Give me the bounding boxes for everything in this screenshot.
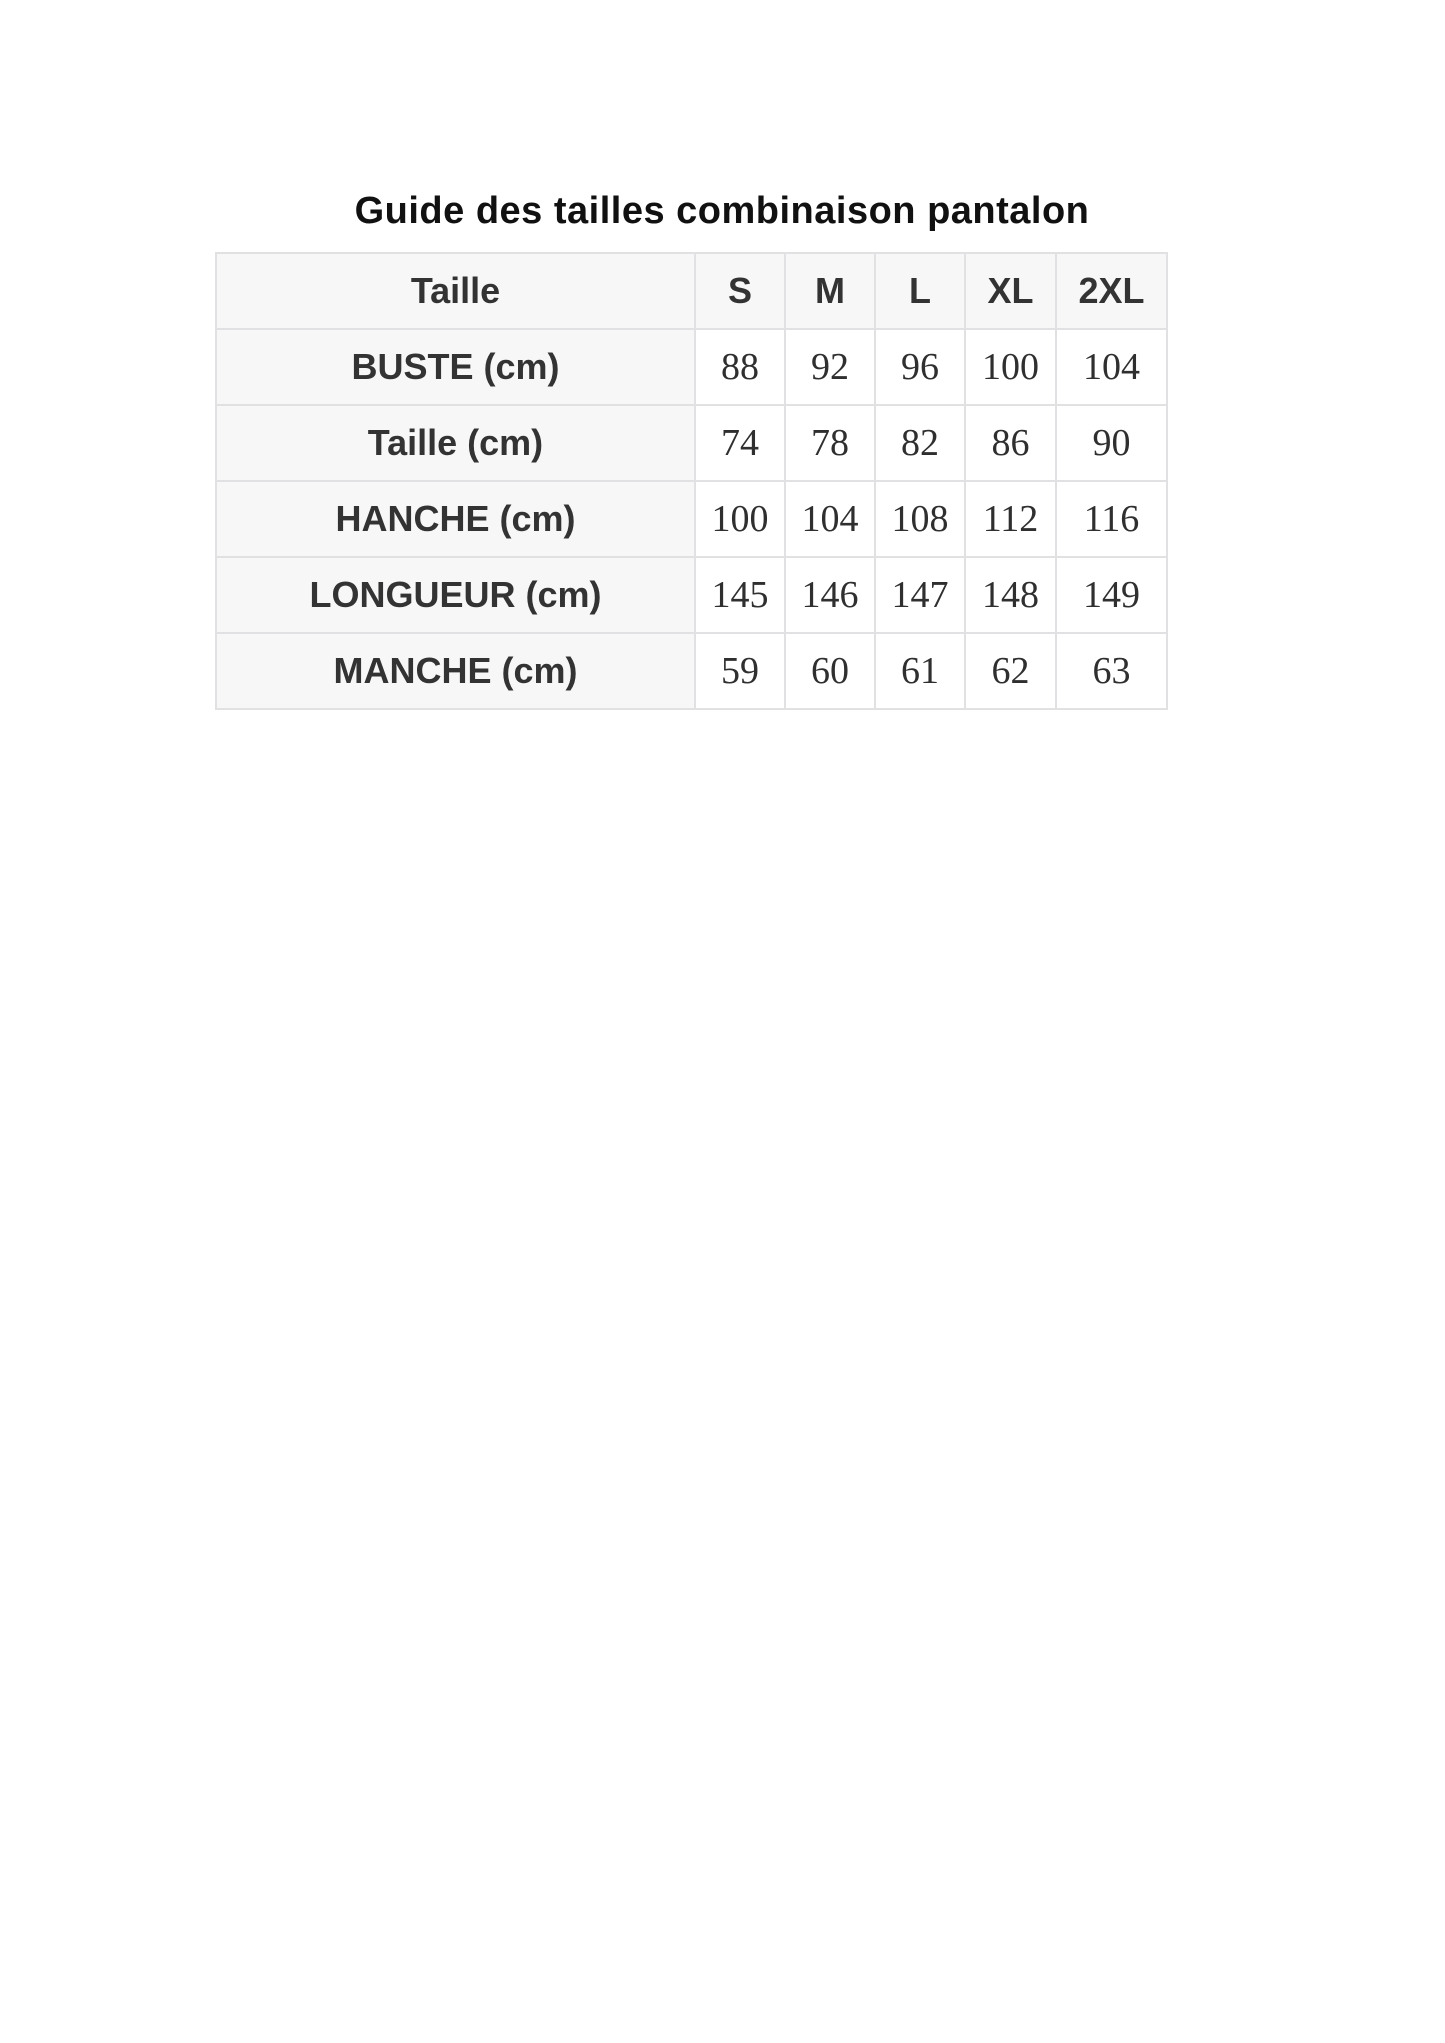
value-cell: 149 bbox=[1056, 557, 1167, 633]
table-row-longueur bbox=[216, 557, 1167, 633]
value-cell: 104 bbox=[785, 481, 875, 557]
row-label-hanche: HANCHE (cm) bbox=[216, 481, 695, 557]
value-cell: 62 bbox=[965, 633, 1056, 709]
value-cell: 60 bbox=[785, 633, 875, 709]
header-cell-m: M bbox=[785, 253, 875, 329]
value-cell: 100 bbox=[965, 329, 1056, 405]
value-cell: 90 bbox=[1056, 405, 1167, 481]
value-cell: 88 bbox=[695, 329, 785, 405]
value-cell: 100 bbox=[695, 481, 785, 557]
value-cell: 63 bbox=[1056, 633, 1167, 709]
header-cell-xl: XL bbox=[965, 253, 1056, 329]
value-cell: 146 bbox=[785, 557, 875, 633]
row-label-buste: BUSTE (cm) bbox=[216, 329, 695, 405]
value-cell: 59 bbox=[695, 633, 785, 709]
header-cell-taille: Taille bbox=[216, 253, 695, 329]
table-row-hanche bbox=[216, 481, 1167, 557]
header-cell-2xl: 2XL bbox=[1056, 253, 1167, 329]
value-cell: 112 bbox=[965, 481, 1056, 557]
header-row bbox=[216, 253, 1167, 329]
value-cell: 104 bbox=[1056, 329, 1167, 405]
table-row-taille bbox=[216, 405, 1167, 481]
header-cell-s: S bbox=[695, 253, 785, 329]
value-cell: 92 bbox=[785, 329, 875, 405]
row-label-taille: Taille (cm) bbox=[216, 405, 695, 481]
value-cell: 148 bbox=[965, 557, 1056, 633]
value-cell: 116 bbox=[1056, 481, 1167, 557]
value-cell: 86 bbox=[965, 405, 1056, 481]
value-cell: 61 bbox=[875, 633, 965, 709]
value-cell: 147 bbox=[875, 557, 965, 633]
value-cell: 96 bbox=[875, 329, 965, 405]
table-row-buste bbox=[216, 329, 1167, 405]
row-label-manche: MANCHE (cm) bbox=[216, 633, 695, 709]
size-guide-table bbox=[215, 252, 1168, 710]
page-title: Guide des tailles combinaison pantalon bbox=[354, 190, 1090, 232]
row-label-longueur: LONGUEUR (cm) bbox=[216, 557, 695, 633]
value-cell: 82 bbox=[875, 405, 965, 481]
header-cell-l: L bbox=[875, 253, 965, 329]
table-row-manche bbox=[216, 633, 1167, 709]
value-cell: 78 bbox=[785, 405, 875, 481]
value-cell: 145 bbox=[695, 557, 785, 633]
value-cell: 74 bbox=[695, 405, 785, 481]
value-cell: 108 bbox=[875, 481, 965, 557]
